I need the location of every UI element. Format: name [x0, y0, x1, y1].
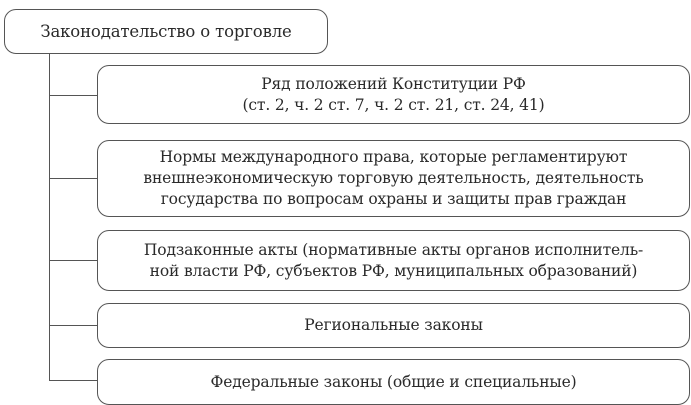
- node-text-line: (ст. 2, ч. 2 ст. 7, ч. 2 ст. 21, ст. 24, 41): [242, 95, 545, 114]
- node-text-line: Подзаконные акты (нормативные акты органов исполнитель-: [143, 240, 644, 259]
- node-text-line: Федеральные законы (общие и специальные): [210, 372, 577, 391]
- node-bylaws: [97, 230, 690, 291]
- node-text-line: Региональные законы: [304, 316, 483, 334]
- branch-connector-federal-laws: [49, 380, 97, 381]
- node-text-line: ной власти РФ, субъектов РФ, муниципальных образований): [149, 261, 638, 280]
- root-node-label: Законодательство о торговле: [40, 22, 292, 41]
- root-node-trade-legislation: [4, 9, 328, 54]
- branch-connector-constitution: [49, 95, 97, 96]
- node-text-line: Нормы международного права, которые регламентируют: [159, 148, 628, 166]
- trunk-connector-line: [49, 54, 50, 381]
- node-text-line: Ряд положений Конституции РФ: [261, 74, 526, 93]
- node-federal-laws: [97, 359, 690, 405]
- branch-connector-regional-laws: [49, 325, 97, 326]
- node-constitution-provisions: [97, 65, 690, 124]
- branch-connector-international-law: [49, 178, 97, 179]
- node-text-line: государства по вопросам охраны и защиты прав граждан: [160, 190, 627, 208]
- node-regional-laws: [97, 303, 690, 348]
- branch-connector-bylaws: [49, 260, 97, 261]
- node-text-line: внешнеэкономическую торговую деятельность, деятельность: [143, 169, 644, 187]
- node-international-law-norms: [97, 140, 690, 217]
